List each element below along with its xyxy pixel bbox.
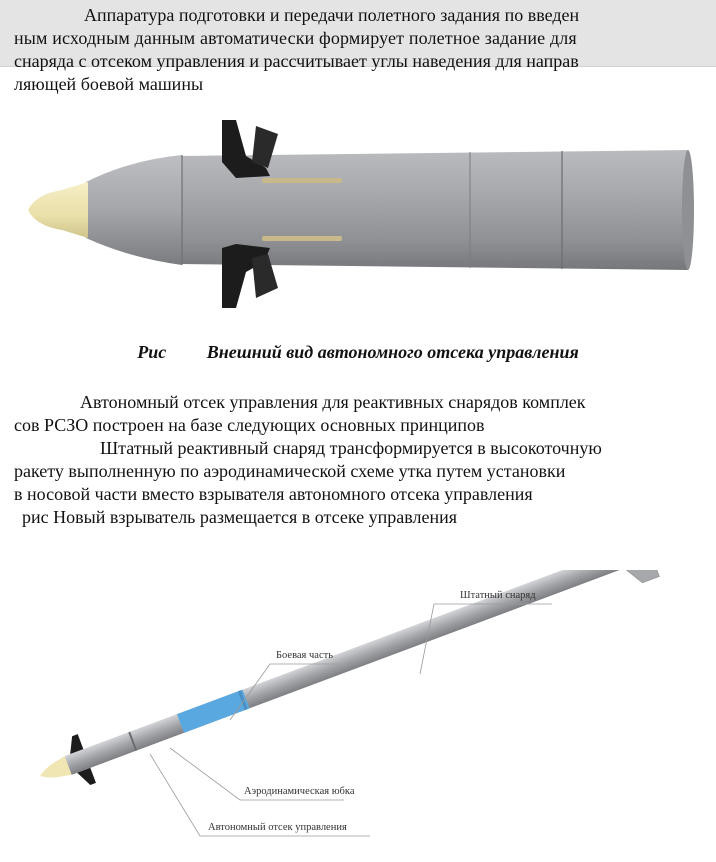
cylinder-rear-end [682, 150, 694, 270]
warhead-section [177, 690, 250, 733]
text-line: ракету выполненную по аэродинамической схеме утка путем установки [14, 461, 566, 481]
text-line: Штатный реактивный снаряд трансформируется в высокоточную [100, 438, 602, 458]
text-line: сов РСЗО построен на базе следующих основных принципов [14, 415, 485, 435]
rocket-diagram [0, 570, 716, 850]
nose-tip [28, 182, 88, 238]
text-line: Аппаратура подготовки и передачи полетного задания по введен [84, 5, 580, 25]
label-aero-skirt: Аэродинамическая юбка [244, 786, 355, 797]
ogive-section [86, 155, 182, 265]
figure-caption [0, 342, 716, 363]
tail-fin-icon [624, 570, 659, 587]
paragraph-flight-task [14, 4, 702, 96]
text-line: ным исходным данным автоматически формирует полетное задание для [14, 28, 577, 48]
figure-title: Внешний вид автономного отсека управления [206, 342, 579, 362]
guide-rod [262, 178, 342, 183]
text-line: снаряда с отсеком управления и рассчитывает углы наведения для направ [14, 51, 579, 71]
control-module-photo [0, 112, 716, 326]
rocket-tube [65, 570, 653, 775]
text-line: в носовой части вместо взрывателя автономного отсека управления [14, 484, 533, 504]
text-line: рис Новый взрыватель размещается в отсеке управления [22, 507, 458, 527]
rocket-body-group [29, 570, 661, 804]
label-control-module: Автономный отсек управления [208, 822, 347, 833]
text-line: Автономный отсек управления для реактивных снарядов комплек [80, 392, 586, 412]
paragraph-transformation [14, 437, 702, 529]
label-standard-rocket: Штатный снаряд [460, 590, 536, 601]
label-warhead: Боевая часть [276, 650, 333, 661]
paragraph-principles [14, 391, 702, 437]
figure-label: Рис [137, 342, 167, 362]
guide-rod [262, 236, 342, 241]
text-line: ляющей боевой машины [14, 74, 204, 94]
